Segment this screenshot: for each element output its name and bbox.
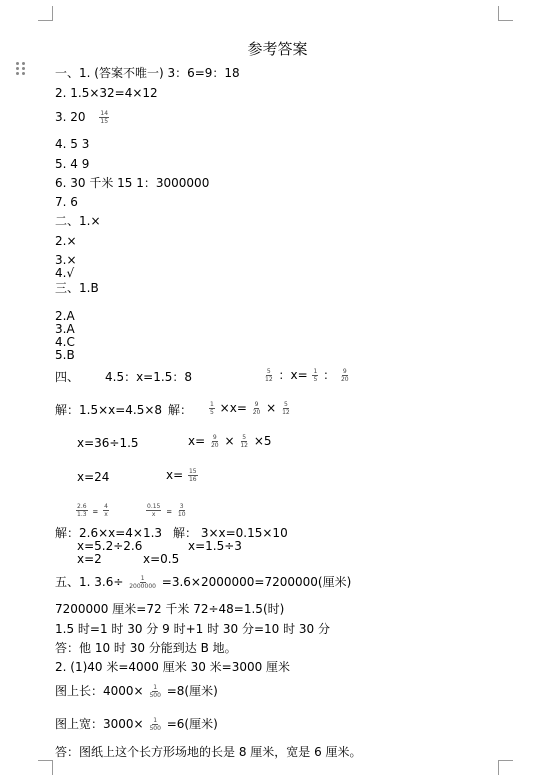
answer-line: 3.A <box>55 322 75 336</box>
solution-step <box>166 468 199 483</box>
answer-line: 4.C <box>55 335 75 349</box>
equation-text: ：x= <box>278 368 308 382</box>
page-corner-mark-bottom-left <box>38 760 53 775</box>
fraction <box>340 368 350 383</box>
answer-line <box>55 684 218 699</box>
answer-line <box>55 575 351 590</box>
answer-line <box>55 110 110 125</box>
answer-line: 2. 1.5×32=4×12 <box>55 86 158 100</box>
fraction <box>252 401 262 416</box>
answer-line: 7. 6 <box>55 195 78 209</box>
page-corner-mark-top-right <box>498 6 513 21</box>
fraction-denominator: 5 <box>210 409 214 416</box>
solution-step: x=0.5 <box>143 552 180 566</box>
answer-line: 二、1.× <box>55 214 101 228</box>
solution-step: 解： 3×x=0.15×10 <box>173 526 288 540</box>
fraction-numerator: 9 <box>342 368 347 375</box>
fraction <box>76 503 88 518</box>
page-corner-mark-top-left <box>38 6 53 21</box>
fraction-numerator: 1 <box>153 684 158 691</box>
fraction <box>188 468 198 483</box>
solution-step: x=24 <box>77 470 110 484</box>
equation <box>263 368 351 383</box>
equation <box>145 503 188 520</box>
solution-step: x=1.5÷3 <box>188 539 242 553</box>
answer-line: 答：他 10 时 30 分能到达 B 地。 <box>55 641 237 655</box>
answer-text: 图上长：4000× <box>55 684 144 698</box>
answer-text: =3.6×2000000=7200000(厘米) <box>161 575 352 589</box>
answer-line: 6. 30 千米 15 1：3000000 <box>55 176 210 190</box>
fraction-denominator: 1.3 <box>77 511 87 518</box>
fraction-denominator: 20 <box>252 409 261 416</box>
answer-text: 3. 20 <box>55 110 86 124</box>
solution-step: x=2 <box>77 552 102 566</box>
fraction-numerator: 14 <box>100 110 109 117</box>
answer-line: 5.B <box>55 348 75 362</box>
answer-line: 答：图纸上这个长方形场地的长是 8 厘米，宽是 6 厘米。 <box>55 745 362 759</box>
fraction-denominator: x <box>104 511 108 518</box>
answer-line: 5. 4 9 <box>55 157 90 171</box>
fraction-numerator: 0.15 <box>147 503 161 510</box>
fraction <box>209 401 215 416</box>
fraction <box>148 684 161 699</box>
answer-line: 4.√ <box>55 266 75 280</box>
solution-step: x=36÷1.5 <box>77 436 139 450</box>
answer-line: 一、1. (答案不唯一) 3：6=9：18 <box>55 66 240 80</box>
fraction-numerator: 15 <box>188 468 197 475</box>
equation-text: × <box>224 434 235 448</box>
equation-text: ×5 <box>253 434 272 448</box>
solution-step <box>188 434 272 449</box>
fraction <box>239 434 249 449</box>
answer-line <box>55 717 218 732</box>
fraction-numerator: 5 <box>283 401 288 408</box>
fraction <box>148 717 161 732</box>
fraction-denominator: x <box>151 511 156 518</box>
equation-text: × <box>266 401 277 415</box>
fraction <box>281 401 291 416</box>
fraction-denominator: 12 <box>265 376 273 383</box>
answer-line: 三、1.B <box>55 281 99 295</box>
fraction-numerator: 1 <box>140 575 145 582</box>
fraction-denominator: 12 <box>240 442 248 449</box>
fraction-denominator: 20 <box>210 442 219 449</box>
solution-step <box>208 401 292 416</box>
fraction <box>264 368 274 383</box>
fraction-denominator: 5 <box>313 376 318 383</box>
fraction-numerator: 1 <box>153 717 158 724</box>
equation-text: ： <box>323 368 336 382</box>
fraction-numerator: 5 <box>266 368 271 375</box>
solution-step: x=5.2÷2.6 <box>77 539 143 553</box>
fraction <box>210 434 220 449</box>
fraction <box>146 503 161 518</box>
answer-line: 1.5 时=1 时 30 分 9 时+1 时 30 分=10 时 30 分 <box>55 622 331 636</box>
answer-line: 3.× <box>55 253 77 267</box>
fraction-numerator: 2.6 <box>77 503 87 510</box>
fraction-numerator: 3 <box>179 503 184 510</box>
equation <box>75 503 110 520</box>
fraction-denominator: 10 <box>177 511 186 518</box>
fraction-numerator: 9 <box>212 434 217 441</box>
answer-line: 2.× <box>55 234 77 248</box>
equation: 4.5：x=1.5：8 <box>105 370 192 384</box>
section-heading: 四、 <box>55 370 80 384</box>
equation-text: ×x= <box>219 401 247 415</box>
fraction <box>312 368 318 383</box>
fraction-numerator: 1 <box>313 368 318 375</box>
fraction-denominator: 500 <box>149 725 161 732</box>
fraction-denominator: 12 <box>282 409 290 416</box>
answer-line: 2. (1)40 米=4000 厘米 30 米=3000 厘米 <box>55 660 291 674</box>
fraction <box>99 110 109 125</box>
answer-text: =8(厘米) <box>166 684 218 698</box>
fraction-numerator: 5 <box>242 434 247 441</box>
answer-text: =6(厘米) <box>166 717 218 731</box>
answer-line: 4. 5 3 <box>55 137 90 151</box>
fraction-denominator: 500 <box>149 692 161 699</box>
drag-handle-icon[interactable] <box>16 62 26 76</box>
solution-step: 解： <box>168 403 193 417</box>
fraction-numerator: 1 <box>210 401 214 408</box>
answer-line: 2.A <box>55 309 75 323</box>
answer-text: 五、1. 3.6÷ <box>55 575 124 589</box>
page-title: 参考答案 <box>247 40 308 58</box>
fraction <box>128 575 157 590</box>
fraction-numerator: 9 <box>254 401 259 408</box>
fraction <box>103 503 109 518</box>
fraction-denominator: 20 <box>340 376 349 383</box>
fraction-denominator: 16 <box>188 476 197 483</box>
equation-text: = <box>92 508 99 516</box>
equation-text: = <box>166 508 173 516</box>
equation-text: x= <box>166 468 184 482</box>
page-corner-mark-bottom-right <box>498 760 513 775</box>
answer-text: 图上宽：3000× <box>55 717 144 731</box>
fraction-denominator: 2000000 <box>129 583 156 590</box>
fraction-numerator: 4 <box>104 503 108 510</box>
fraction <box>177 503 187 518</box>
solution-step: 解：2.6×x=4×1.3 <box>55 526 163 540</box>
fraction-denominator: 15 <box>100 118 109 125</box>
solution-step: 解：1.5×x=4.5×8 <box>55 403 163 417</box>
equation-text: x= <box>188 434 206 448</box>
answer-line: 7200000 厘米=72 千米 72÷48=1.5(时) <box>55 602 285 616</box>
